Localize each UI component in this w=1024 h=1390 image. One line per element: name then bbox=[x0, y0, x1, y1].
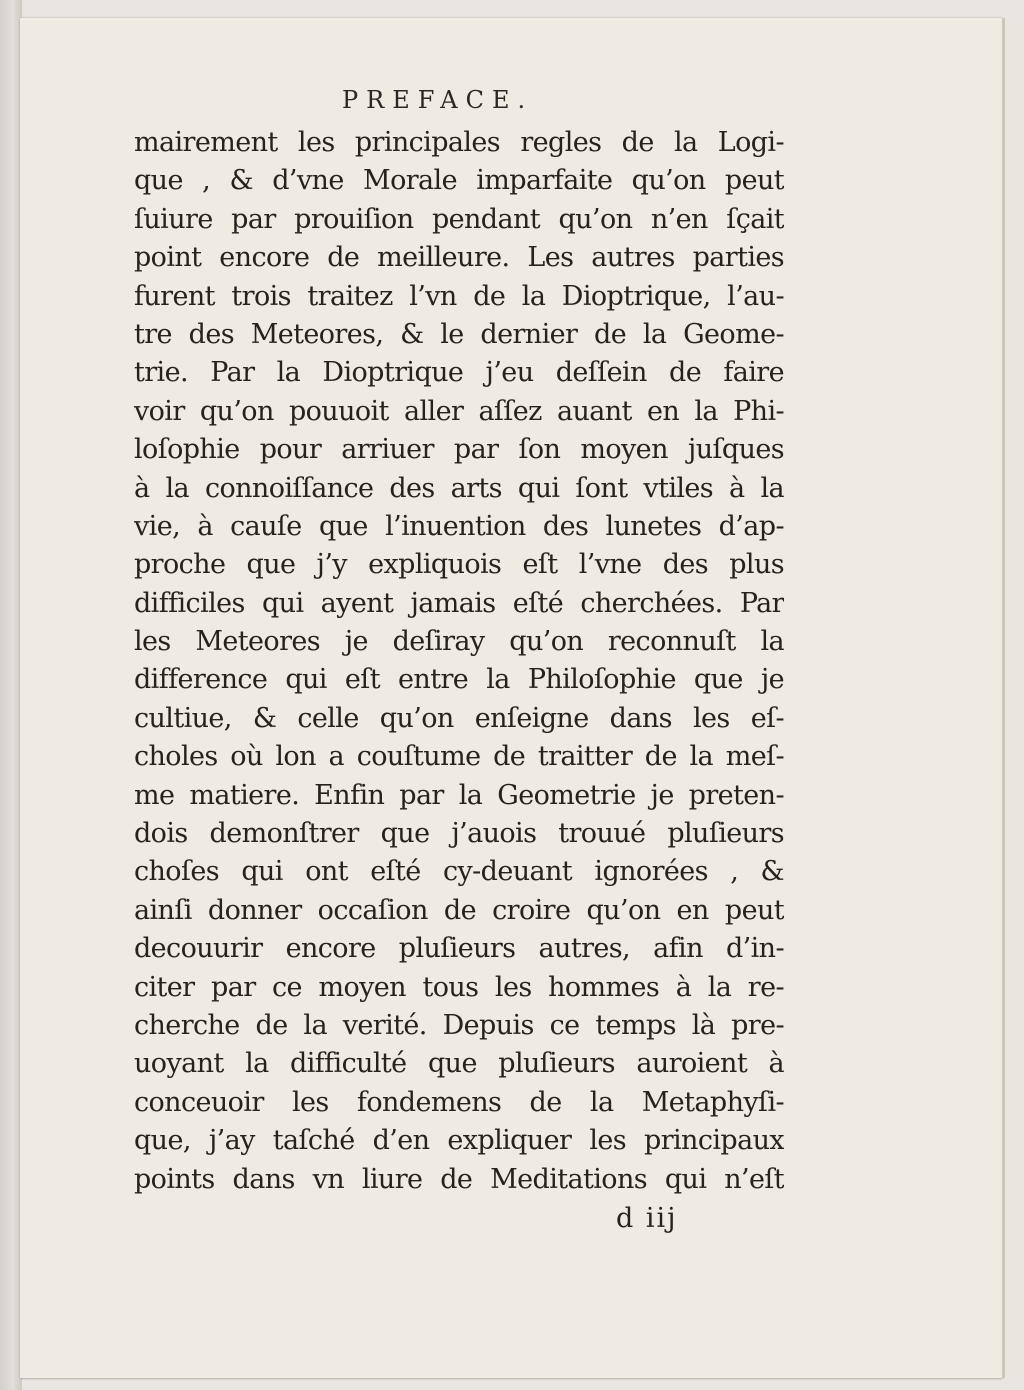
text-line: ainſi donner occaſion de croire qu’on en peut bbox=[134, 894, 784, 926]
text-line: dois demonſtrer que j’auois trouué pluſieurs bbox=[134, 818, 784, 850]
text-line: conceuoir les fondemens de la Metaphyſi- bbox=[134, 1086, 784, 1118]
text-line: furent trois traitez l’vn de la Dioptrique, l’au- bbox=[134, 280, 784, 312]
text-line: voir qu’on pouuoit aller aſſez auant en la Phi- bbox=[134, 395, 784, 427]
text-line: uoyant la difficulté que pluſieurs auroient à bbox=[134, 1048, 784, 1080]
text-line: me matiere. Enfin par la Geometrie je preten- bbox=[134, 779, 784, 811]
text-line: ſuiure par prouiſion pendant qu’on n’en ſçait bbox=[134, 203, 784, 235]
text-line: cultiue, & celle qu’on enſeigne dans les eſ- bbox=[134, 702, 784, 734]
text-line: difference qui eſt entre la Philoſophie que je bbox=[134, 664, 784, 696]
body-text bbox=[134, 124, 784, 1199]
text-line: decouurir encore pluſieurs autres, afin d’in- bbox=[134, 933, 784, 965]
text-line: mairement les principales regles de la Logi- bbox=[134, 127, 784, 158]
text-line: trie. Par la Dioptrique j’eu deſſein de faire bbox=[134, 357, 784, 389]
running-header: PREFACE. bbox=[342, 86, 534, 114]
text-line: proche que j’y expliquois eſt l’vne des plus bbox=[134, 549, 784, 581]
page-edge bbox=[1002, 18, 1005, 1378]
text-line: citer par ce moyen tous les hommes à la re- bbox=[134, 971, 784, 1003]
text-line: que , & d’vne Morale imparfaite qu’on peut bbox=[134, 165, 784, 197]
text-line: choſes qui ont eſté cy-deuant ignorées , & bbox=[134, 856, 784, 888]
text-line: points dans vn liure de Meditations qui n’eſt bbox=[134, 1163, 784, 1195]
text-line: les Meteores je deſiray qu’on reconnuſt la bbox=[134, 626, 784, 658]
text-line: tre des Meteores, & le dernier de la Geome- bbox=[134, 318, 784, 350]
text-line: difficiles qui ayent jamais eſté cherchées. Par bbox=[134, 587, 784, 619]
facing-page-edge bbox=[0, 0, 22, 1390]
text-line: point encore de meilleure. Les autres parties bbox=[134, 242, 784, 274]
text-line: loſophie pour arriuer par ſon moyen juſques bbox=[134, 434, 784, 466]
text-line: cherche de la verité. Depuis ce temps là pre- bbox=[134, 1009, 784, 1041]
text-line: vie, à cauſe que l’inuention des lunetes d’ap- bbox=[134, 510, 784, 542]
signature-mark: d iij bbox=[616, 1203, 678, 1234]
text-line: choles où lon a couſtume de traitter de la meſ- bbox=[134, 741, 784, 773]
text-line: que, j’ay taſché d’en expliquer les principaux bbox=[134, 1125, 784, 1157]
text-line: à la connoiſſance des arts qui ſont vtiles à la bbox=[134, 472, 784, 504]
